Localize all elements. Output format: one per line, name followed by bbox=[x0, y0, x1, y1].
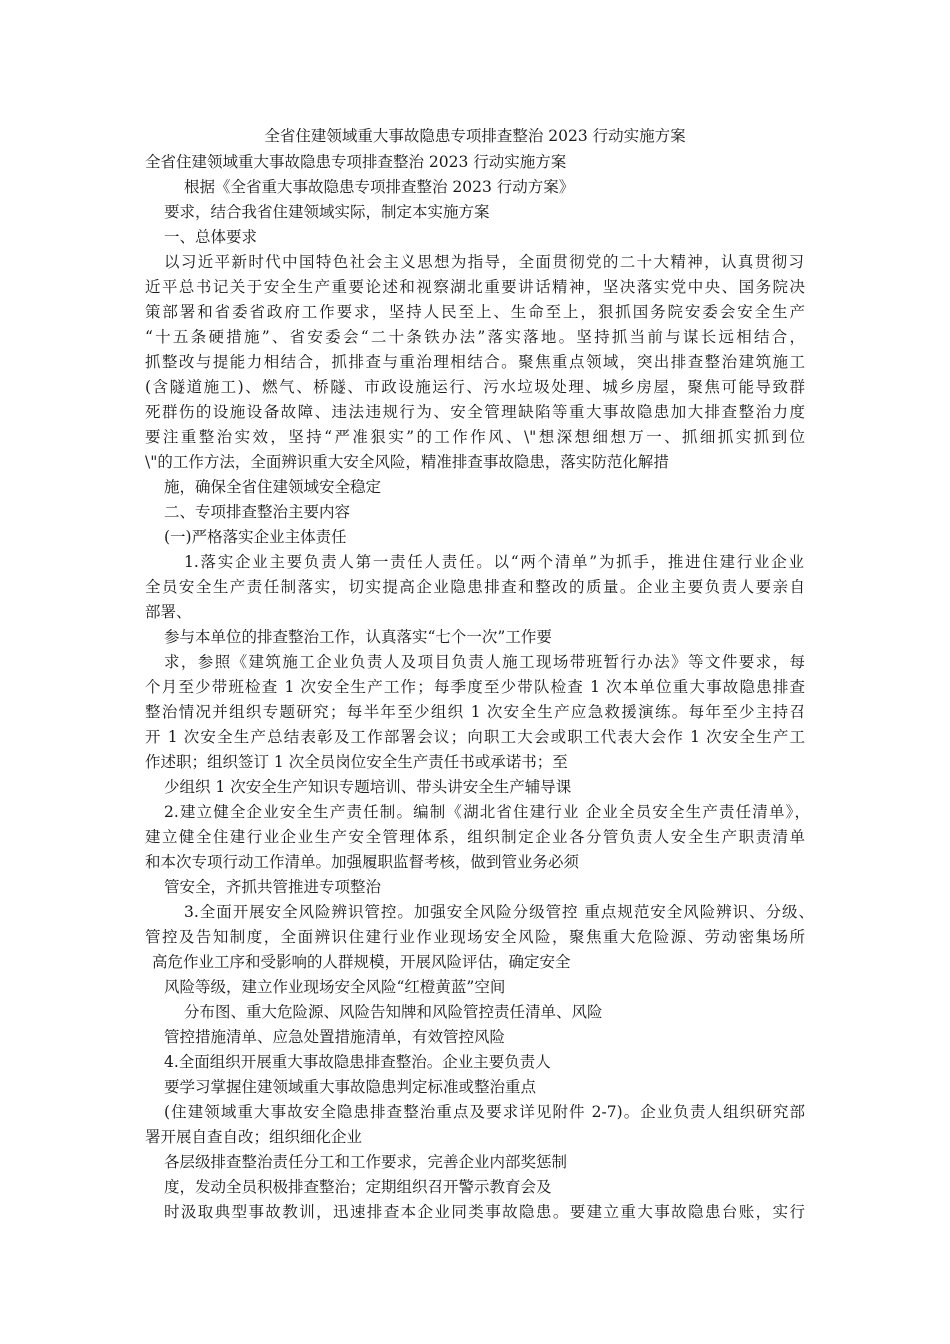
text-line: 要注重整治实效，坚持“严准狠实”的工作作风、\"想深想细想万一、抓细抓实抓到位 bbox=[145, 428, 805, 446]
text-line: 抓整改与提能力相结合，抓排查与重治理相结合。聚焦重点领域，突出排查整治建筑施工 bbox=[145, 353, 805, 371]
text-line: 分布图、重大危险源、风险告知牌和风险管控责任清单、风险 bbox=[184, 1003, 603, 1021]
section-heading: 二、专项排查整治主要内容 bbox=[164, 503, 351, 521]
text-line: 近平总书记关于安全生产重要论述和视察湖北重要讲话精神，坚决落实党中央、国务院决 bbox=[145, 278, 805, 296]
text-line: 根据《全省重大事故隐患专项排查整治 2023 行动方案》 bbox=[184, 178, 575, 196]
text-line: 少组织 1 次安全生产知识专题培训、带头讲安全生产辅导课 bbox=[164, 778, 572, 796]
text-line: 度，发动全员积极排查整治；定期组织召开警示教育会及 bbox=[164, 1178, 552, 1196]
section-heading: 一、总体要求 bbox=[164, 228, 258, 246]
text-line: 时汲取典型事故教训，迅速排查本企业同类事故隐患。要建立重大事故隐患台账，实行 bbox=[164, 1203, 805, 1221]
text-line: 部署、 bbox=[145, 603, 192, 621]
text-line: 开 1 次安全生产总结表彰及工作部署会议；向职工大会或职工代表大会作 1 次安全生产工 bbox=[145, 728, 805, 746]
text-line: 管控措施清单、应急处置措施清单，有效管控风险 bbox=[164, 1028, 506, 1046]
text-line: (含隧道施工)、燃气、桥隧、市政设施运行、污水垃圾处理、城乡房屋，聚焦可能导致群 bbox=[145, 378, 805, 396]
text-line: 要求，结合我省住建领域实际，制定本实施方案 bbox=[164, 203, 490, 221]
text-line: 1.落实企业主要负责人第一责任人责任。以“两个清单”为抓手，推进住建行业企业 bbox=[184, 553, 804, 571]
text-line: 风险等级，建立作业现场安全风险“红橙黄蓝”空间 bbox=[164, 978, 506, 996]
text-line: 高危作业工序和受影响的人群规模，开展风险评估，确定安全 bbox=[152, 953, 571, 971]
subtitle-line: 全省住建领域重大事故隐患专项排查整治 2023 行动实施方案 bbox=[145, 153, 567, 171]
text-line: 管控及告知制度，全面辨识住建行业作业现场安全风险，聚焦重大危险源、劳动密集场所 bbox=[145, 928, 805, 946]
main-title: 全省住建领域重大事故隐患专项排查整治 2023 行动实施方案 bbox=[264, 127, 686, 145]
text-line: 全员安全生产责任制落实，切实提高企业隐患排查和整改的质量。企业主要负责人要亲自 bbox=[145, 578, 805, 596]
text-line: 策部署和省委省政府工作要求，坚持人民至上、生命至上，狠抓国务院安委会安全生产 bbox=[145, 303, 805, 321]
text-line: 各层级排查整治责任分工和工作要求，完善企业内部奖惩制 bbox=[164, 1153, 568, 1171]
text-line: \"的工作方法，全面辨识重大安全风险，精准排查事故隐患，落实防范化解措 bbox=[145, 453, 669, 471]
text-line: 建立健全住建行业企业生产安全管理体系，组织制定企业各分管负责人安全生产职责清单 bbox=[145, 828, 805, 846]
text-line: 4.全面组织开展重大事故隐患排查整治。企业主要负责人 bbox=[164, 1053, 551, 1071]
text-line: (住建领域重大事故安全隐患排查整治重点及要求详见附件 2-7)。企业负责人组织研究部 bbox=[164, 1103, 805, 1121]
text-line: 求，参照《建筑施工企业负责人及项目负责人施工现场带班暂行办法》等文件要求，每 bbox=[164, 653, 805, 671]
text-line: 要学习掌握住建领域重大事故隐患判定标准或整治重点 bbox=[164, 1078, 537, 1096]
text-line: 署开展自查自改；组织细化企业 bbox=[145, 1128, 363, 1146]
text-line: 作述职；组织签订 1 次全员岗位安全生产责任书或承诺书；至 bbox=[145, 753, 568, 771]
text-line: 2.建立健全企业安全生产责任制。编制《湖北省住建行业 企业全员安全生产责任清单》， bbox=[164, 803, 810, 821]
text-line: 管安全，齐抓共管推进专项整治 bbox=[164, 878, 382, 896]
text-line: 和本次专项行动工作清单。加强履职监督考核，做到管业务必须 bbox=[145, 853, 580, 871]
text-line: 3.全面开展安全风险辨识管控。加强安全风险分级管控 重点规范安全风险辨识、分级、 bbox=[184, 903, 814, 921]
text-line: 以习近平新时代中国特色社会主义思想为指导，全面贯彻党的二十大精神，认真贯彻习 bbox=[164, 253, 804, 271]
subsection-heading: (一)严格落实企业主体责任 bbox=[164, 528, 347, 546]
text-line: 参与本单位的排查整治工作，认真落实“七个一次”工作要 bbox=[164, 628, 552, 646]
text-line: 个月至少带班检查 1 次安全生产工作；每季度至少带队检查 1 次本单位重大事故隐患排查 bbox=[145, 678, 805, 696]
text-line: 整治情况并组织专题研究；每半年至少组织 1 次安全生产应急救援演练。每年至少主持召 bbox=[145, 703, 805, 721]
text-line: “十五条硬措施”、省安委会“二十条铁办法”落实落地。坚持抓当前与谋长远相结合， bbox=[145, 328, 805, 346]
text-line: 死群伤的设施设备故障、违法违规行为、安全管理缺陷等重大事故隐患加大排查整治力度 bbox=[145, 403, 805, 421]
text-line: 施，确保全省住建领域安全稳定 bbox=[164, 478, 382, 496]
